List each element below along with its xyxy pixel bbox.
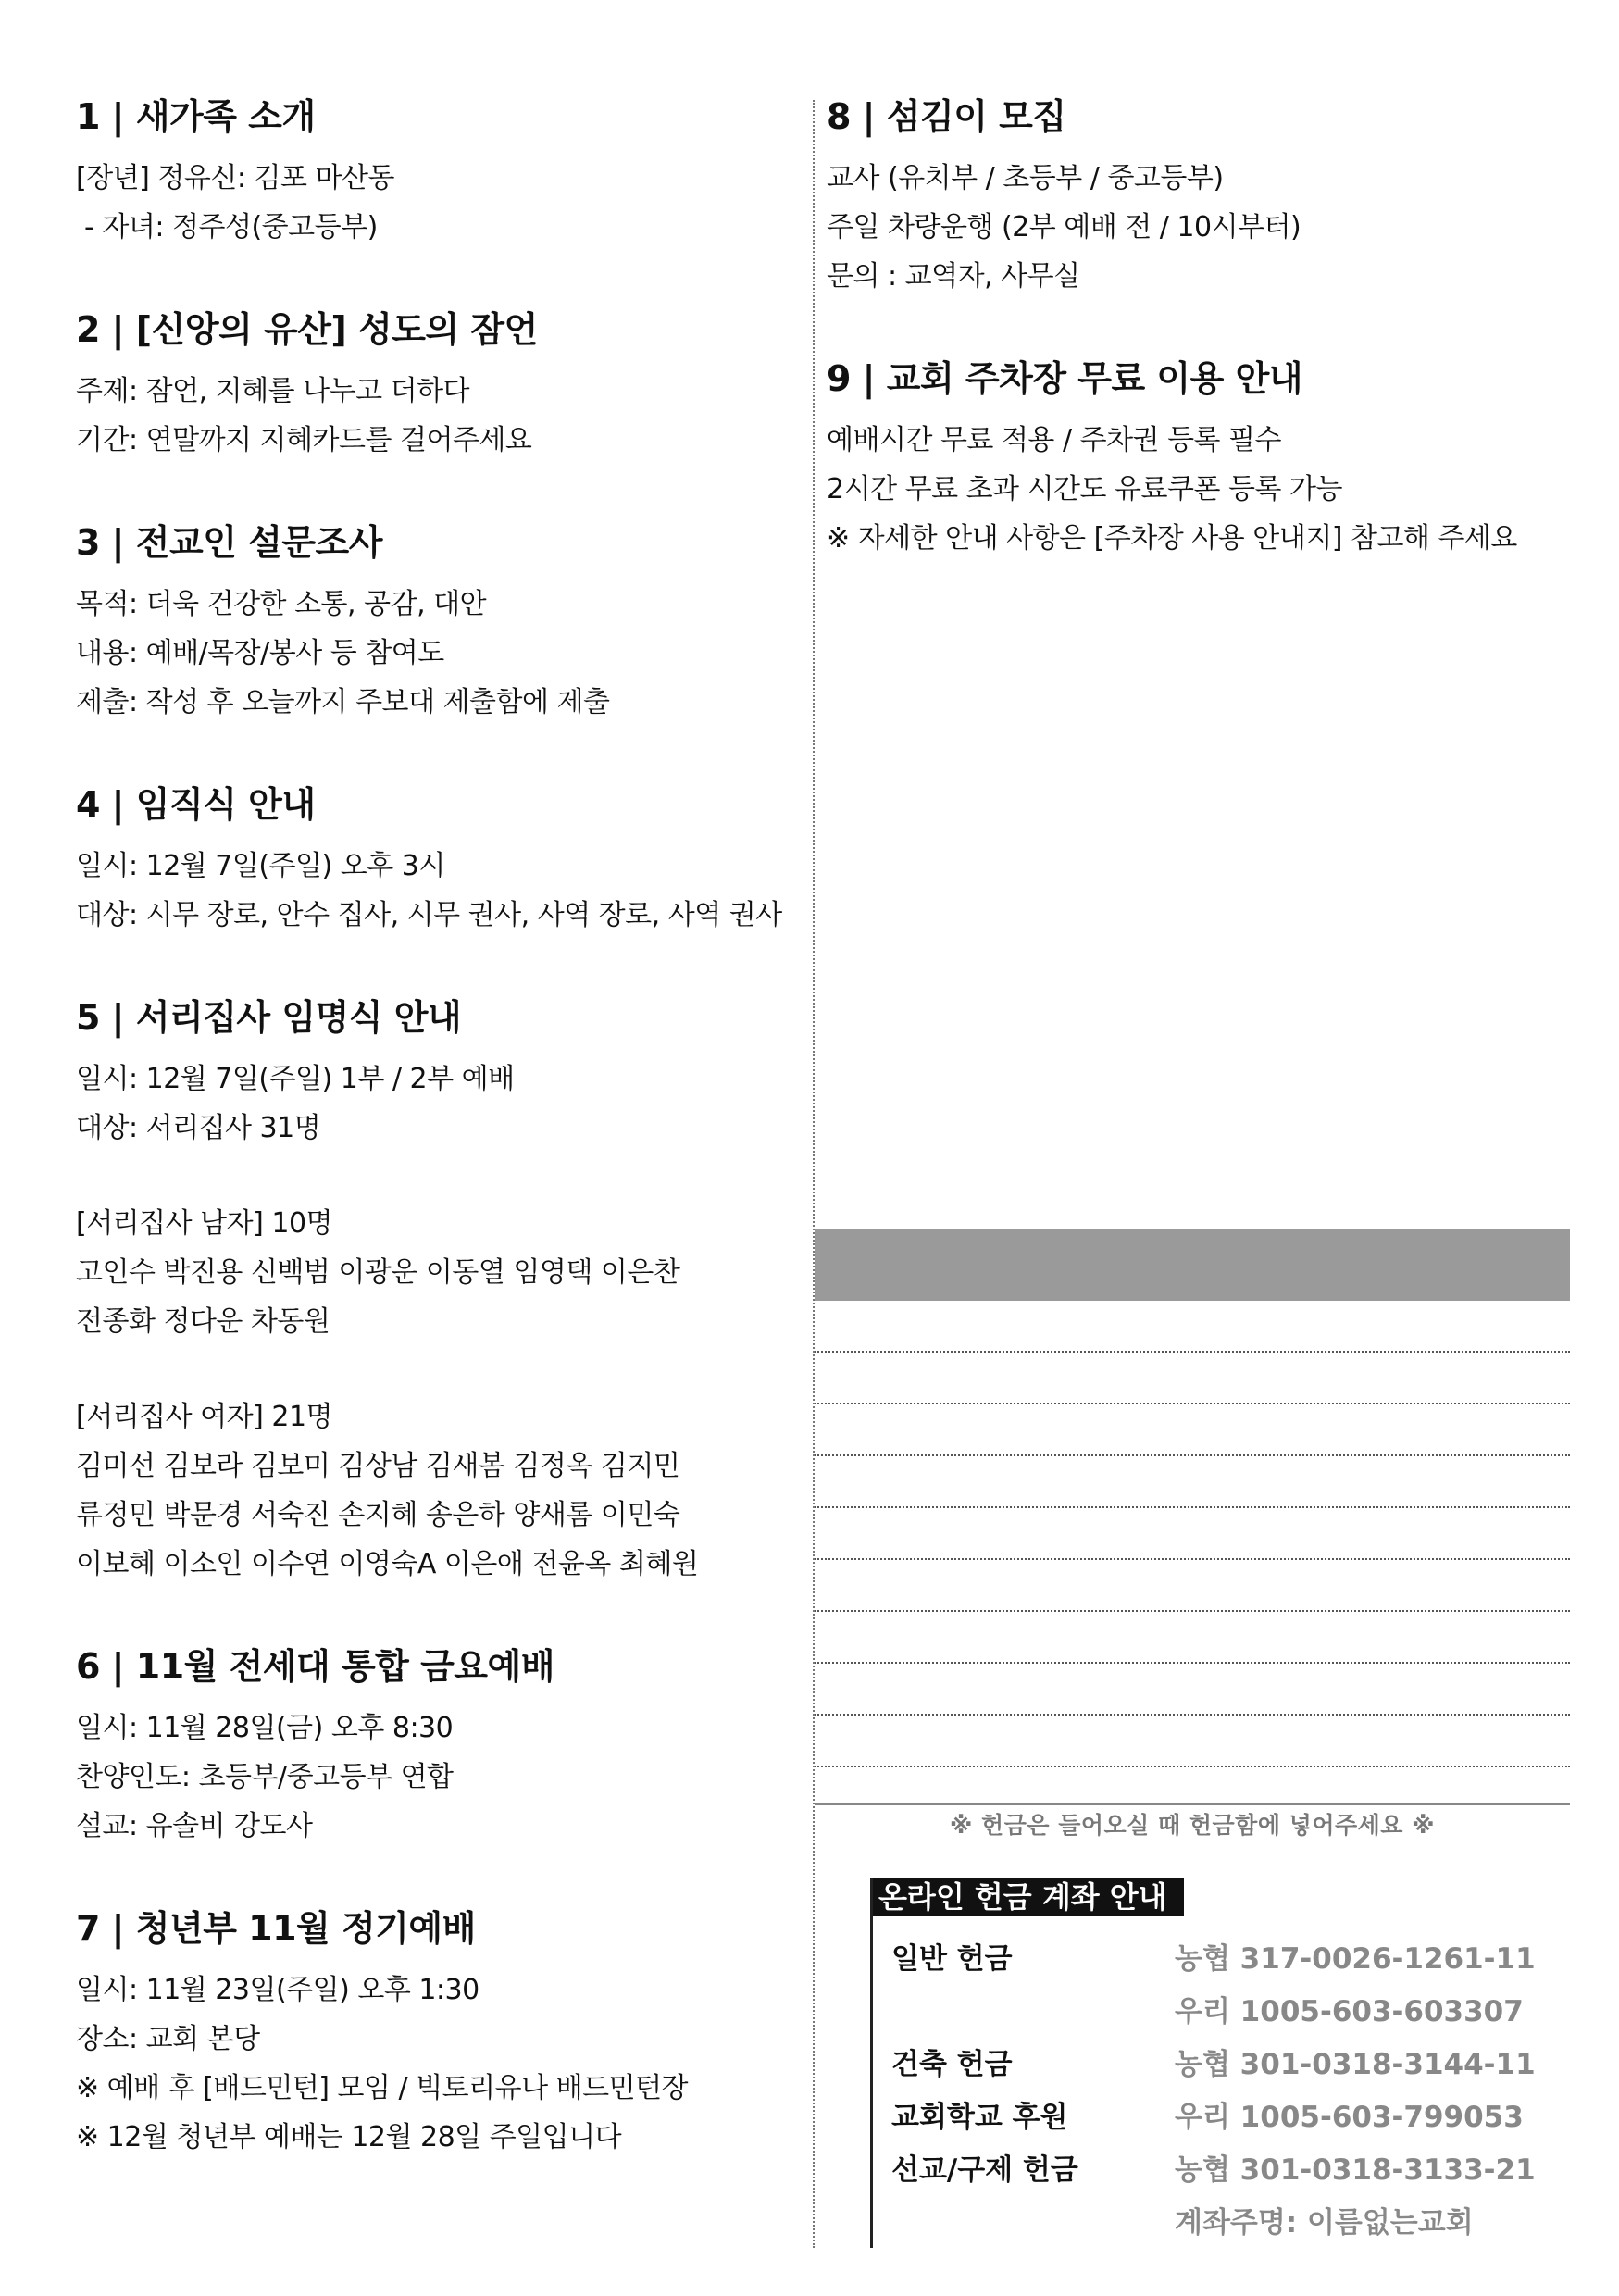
text-line: 주일 차량운행 (2부 예배 전 / 10시부터) bbox=[827, 211, 1301, 243]
text-line: - 자녀: 정주성(중고등부) bbox=[76, 211, 378, 243]
male-deacon-header: [서리집사 남자] 10명 bbox=[76, 1207, 333, 1240]
female-deacon-header: [서리집사 여자] 21명 bbox=[76, 1401, 333, 1433]
section-title: 6 | 11월 전세대 통합 금요예배 bbox=[76, 1646, 554, 1687]
account-label: 교회학교 후원 bbox=[891, 2101, 1068, 2134]
section-title: 2 | [신앙의 유산] 성도의 잠언 bbox=[76, 309, 538, 350]
section-volunteer-recruit bbox=[827, 93, 1567, 301]
account-number: 농협 301-0318-3144-11 bbox=[1175, 2048, 1536, 2081]
name-list-line: 김미선 김보라 김보미 김상남 김새봄 김정옥 김지민 bbox=[76, 1450, 680, 1482]
memo-line bbox=[815, 1404, 1570, 1456]
offering-note: ※ 헌금은 들어오실 때 헌금함에 넣어주세요 ※ bbox=[950, 1812, 1435, 1839]
section-parking bbox=[827, 355, 1567, 563]
account-number: 우리 1005-603-799053 bbox=[1175, 2101, 1524, 2134]
left-column bbox=[76, 93, 807, 2162]
text-line: 목적: 더욱 건강한 소통, 공감, 대안 bbox=[76, 588, 487, 620]
text-line: 일시: 12월 7일(주일) 1부 / 2부 예배 bbox=[76, 1063, 515, 1095]
section-deacon-appointment bbox=[76, 993, 807, 1589]
name-list-line: 이보혜 이소인 이수연 이영숙A 이은애 전윤옥 최혜원 bbox=[76, 1548, 699, 1580]
account-label: 일반 헌금 bbox=[891, 1942, 1013, 1976]
account-row bbox=[891, 1986, 1558, 2038]
text-line: 예배시간 무료 적용 / 주차권 등록 필수 bbox=[827, 424, 1282, 456]
text-line: 문의 : 교역자, 사무실 bbox=[827, 260, 1080, 293]
account-holder: 계좌주명: 이름없는교회 bbox=[1175, 2206, 1474, 2240]
account-row bbox=[891, 2197, 1558, 2249]
text-line: 기간: 연말까지 지혜카드를 걸어주세요 bbox=[76, 424, 532, 456]
section-title: 9 | 교회 주차장 무료 이용 안내 bbox=[827, 358, 1302, 399]
name-list-line: 전종화 정다운 차동원 bbox=[76, 1305, 330, 1338]
section-proverbs bbox=[76, 306, 807, 465]
text-line: ※ 예배 후 [배드민턴] 모임 / 빅토리유나 배드민턴장 bbox=[76, 2072, 689, 2104]
account-label: 건축 헌금 bbox=[891, 2048, 1013, 2081]
section-title: 7 | 청년부 11월 정기예배 bbox=[76, 1908, 476, 1949]
section-title: 4 | 임직식 안내 bbox=[76, 784, 316, 825]
memo-line bbox=[815, 1716, 1570, 1767]
memo-line bbox=[815, 1301, 1570, 1353]
text-line: 2시간 무료 초과 시간도 유료쿠폰 등록 가능 bbox=[827, 473, 1342, 505]
memo-line bbox=[815, 1456, 1570, 1508]
text-line: 내용: 예배/목장/봉사 등 참여도 bbox=[76, 637, 444, 669]
right-column bbox=[827, 93, 1567, 563]
text-line: [장년] 정유신: 김포 마산동 bbox=[76, 162, 394, 194]
text-line: 찬양인도: 초등부/중고등부 연합 bbox=[76, 1761, 454, 1793]
section-survey bbox=[76, 518, 807, 727]
memo-line bbox=[815, 1508, 1570, 1560]
account-label: 선교/구제 헌금 bbox=[891, 2153, 1078, 2187]
memo-line bbox=[815, 1664, 1570, 1716]
account-row bbox=[891, 2144, 1558, 2196]
section-new-family bbox=[76, 93, 807, 252]
account-row bbox=[891, 2091, 1558, 2143]
account-number: 우리 1005-603-603307 bbox=[1175, 1995, 1524, 2028]
memo-bottom-rule bbox=[815, 1803, 1570, 1805]
account-row bbox=[891, 1933, 1558, 1985]
text-line: 일시: 11월 28일(금) 오후 8:30 bbox=[76, 1712, 454, 1744]
text-line: 주제: 잠언, 지혜를 나누고 더하다 bbox=[76, 375, 470, 407]
text-line: 대상: 시무 장로, 안수 집사, 시무 권사, 사역 장로, 사역 권사 bbox=[76, 899, 782, 931]
section-youth-worship bbox=[76, 1904, 807, 2162]
section-title: 3 | 전교인 설문조사 bbox=[76, 522, 382, 563]
memo-lines bbox=[815, 1301, 1570, 1767]
section-title: 5 | 서리집사 임명식 안내 bbox=[76, 997, 462, 1038]
text-line: ※ 자세한 안내 사항은 [주차장 사용 안내지] 참고해 주세요 bbox=[827, 522, 1517, 555]
account-row bbox=[891, 2039, 1558, 2090]
memo-line bbox=[815, 1353, 1570, 1404]
text-line: 장소: 교회 본당 bbox=[76, 2023, 260, 2055]
column-divider bbox=[813, 100, 815, 2248]
account-box-title: 온라인 헌금 계좌 안내 bbox=[873, 1878, 1184, 1916]
text-line: ※ 12월 청년부 예배는 12월 28일 주일입니다 bbox=[76, 2121, 622, 2153]
name-list-line: 고인수 박진용 신백범 이광운 이동열 임영택 이은찬 bbox=[76, 1256, 680, 1289]
memo-line bbox=[815, 1612, 1570, 1664]
text-line: 제출: 작성 후 오늘까지 주보대 제출함에 제출 bbox=[76, 686, 610, 718]
memo-header-bar bbox=[815, 1229, 1570, 1301]
text-line: 일시: 11월 23일(주일) 오후 1:30 bbox=[76, 1974, 479, 2006]
text-line: 대상: 서리집사 31명 bbox=[76, 1112, 321, 1144]
text-line: 교사 (유치부 / 초등부 / 중고등부) bbox=[827, 162, 1224, 194]
online-offering-box bbox=[870, 1878, 1573, 2248]
section-title: 1 | 새가족 소개 bbox=[76, 96, 316, 137]
section-title: 8 | 섬김이 모집 bbox=[827, 96, 1066, 137]
account-number: 농협 301-0318-3133-21 bbox=[1175, 2153, 1536, 2187]
name-list-line: 류정민 박문경 서숙진 손지혜 송은하 양새롬 이민숙 bbox=[76, 1499, 680, 1531]
section-friday-worship bbox=[76, 1642, 807, 1851]
text-line: 설교: 유솔비 강도사 bbox=[76, 1810, 313, 1842]
account-number: 농협 317-0026-1261-11 bbox=[1175, 1942, 1536, 1976]
memo-line bbox=[815, 1560, 1570, 1612]
section-ordination bbox=[76, 780, 807, 940]
text-line: 일시: 12월 7일(주일) 오후 3시 bbox=[76, 850, 445, 882]
